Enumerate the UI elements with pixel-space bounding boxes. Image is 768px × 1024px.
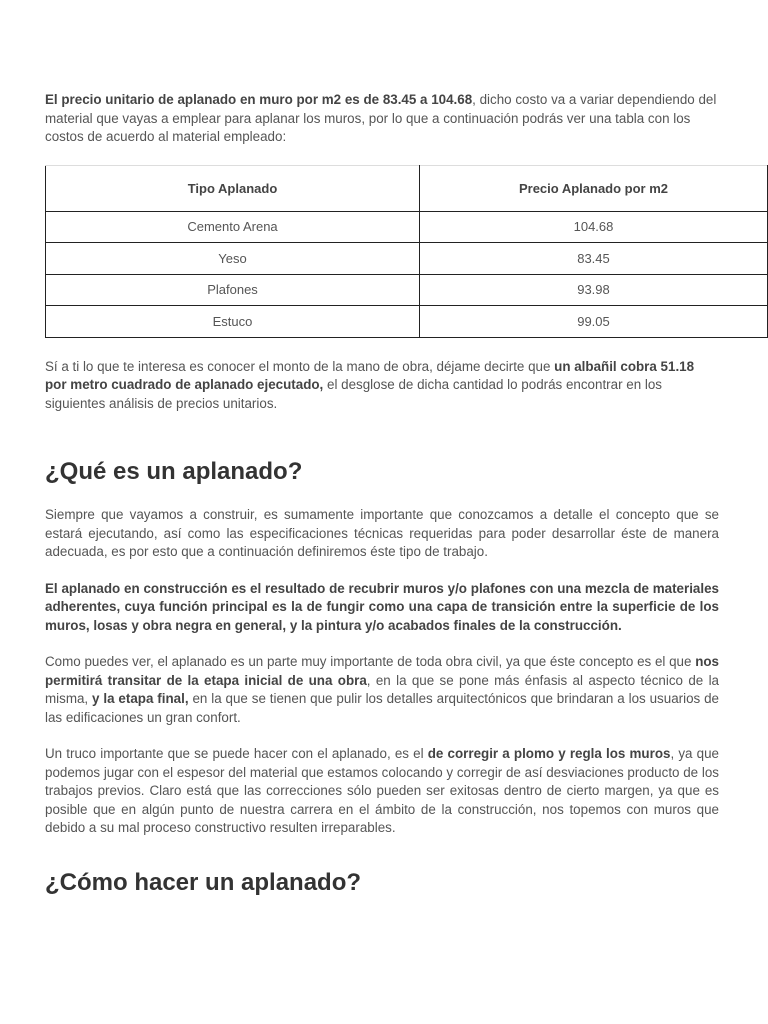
labor-bold: un albañil cobra 51.18 por metro cuadrado de aplanado ejecutado, [45,358,695,392]
trick-text-1: Un truco importante que se puede hacer con el aplanado, es el [45,746,428,761]
cell-tipo: Cemento Arena [46,211,420,243]
paragraph-trick [45,745,719,838]
intro-paragraph [45,91,719,147]
labor-text-2: el desglose de dicha cantidad lo podrás encontrar en los siguientes análisis de precios unitarios. [45,377,662,411]
article-content [45,91,719,898]
cell-precio: 104.68 [420,211,768,243]
table-row [46,274,768,306]
cell-precio: 99.05 [420,306,768,338]
trick-text-2: , ya que podemos jugar con el espesor del material que estamos colocando y corregir de así desviaciones producto de los trabajos previos. Claro está que las correcciones sólo pueden ser exitosas dentro de cierto margen, ya que es posible que en algún punto de nuestra carrera en el ámbito de la construcción, nos topemos con muros que debido a su mal proceso constructivo resulten irreparables. [45,746,719,835]
intro-text: , dicho costo va a variar dependiendo del material que vayas a emplear para aplanar los muros, por lo que a continuación podrás ver una tabla con los costos de acuerdo al material empleado: [45,92,717,144]
importance-bold-2: y la etapa final, [92,691,189,706]
paragraph-intro-concept: Siempre que vayamos a construir, es sumamente importante que conozcamos a detalle el concepto que se estará ejecutando, así como las especificaciones técnicas requeridas para poder desarrollar éste de manera adecuada, es por esto que a continuación definiremos éste tipo de trabajo. [45,507,719,559]
heading-how-to: ¿Cómo hacer un aplanado? [45,868,362,896]
paragraph-definition [45,580,719,636]
importance-text-1: Como puedes ver, el aplanado es un parte muy importante de toda obra civil, ya que éste concepto es el que [45,654,696,669]
intro-bold: El precio unitario de aplanado en muro por m2 es de 83.45 a 104.68 [45,92,473,107]
labor-text-1: Sí a ti lo que te interesa es conocer el monto de la mano de obra, déjame decirte que [45,358,555,374]
labor-paragraph [45,358,719,414]
paragraph-importance [45,653,719,727]
cell-tipo: Estuco [46,306,420,338]
price-table [45,165,768,338]
cell-tipo: Plafones [46,274,420,306]
importance-bold-1: nos permitirá transitar de la etapa inicial de una obra [45,654,719,688]
header-tipo: Tipo Aplanado [46,165,420,211]
importance-text-2: , en la que se pone más énfasis al aspecto técnico de la misma, [45,672,719,706]
definition-bold: El aplanado en construcción es el resultado de recubrir muros y/o plafones con una mezcla de materiales adherentes, cuya función principal es la de fungir como una capa de transición entre la superficie de los muros, losas y obra negra en general, y la pintura y/o acabados finales de la construcción. [45,580,719,633]
trick-bold: de corregir a plomo y regla los muros [427,746,671,761]
cell-precio: 83.45 [420,243,768,275]
cell-tipo: Yeso [46,243,420,275]
table-row [46,243,768,275]
table-row [46,306,768,338]
heading-what-is: ¿Qué es un aplanado? [45,458,303,485]
header-precio: Precio Aplanado por m2 [420,165,768,211]
importance-text-3: en la que se tienen que pulir los detalles arquitectónicos que brindaran a los usuarios de las edificaciones un gran confort. [45,691,719,725]
table-header-row [46,165,768,211]
table-row [46,211,768,243]
cell-precio: 93.98 [420,274,768,306]
